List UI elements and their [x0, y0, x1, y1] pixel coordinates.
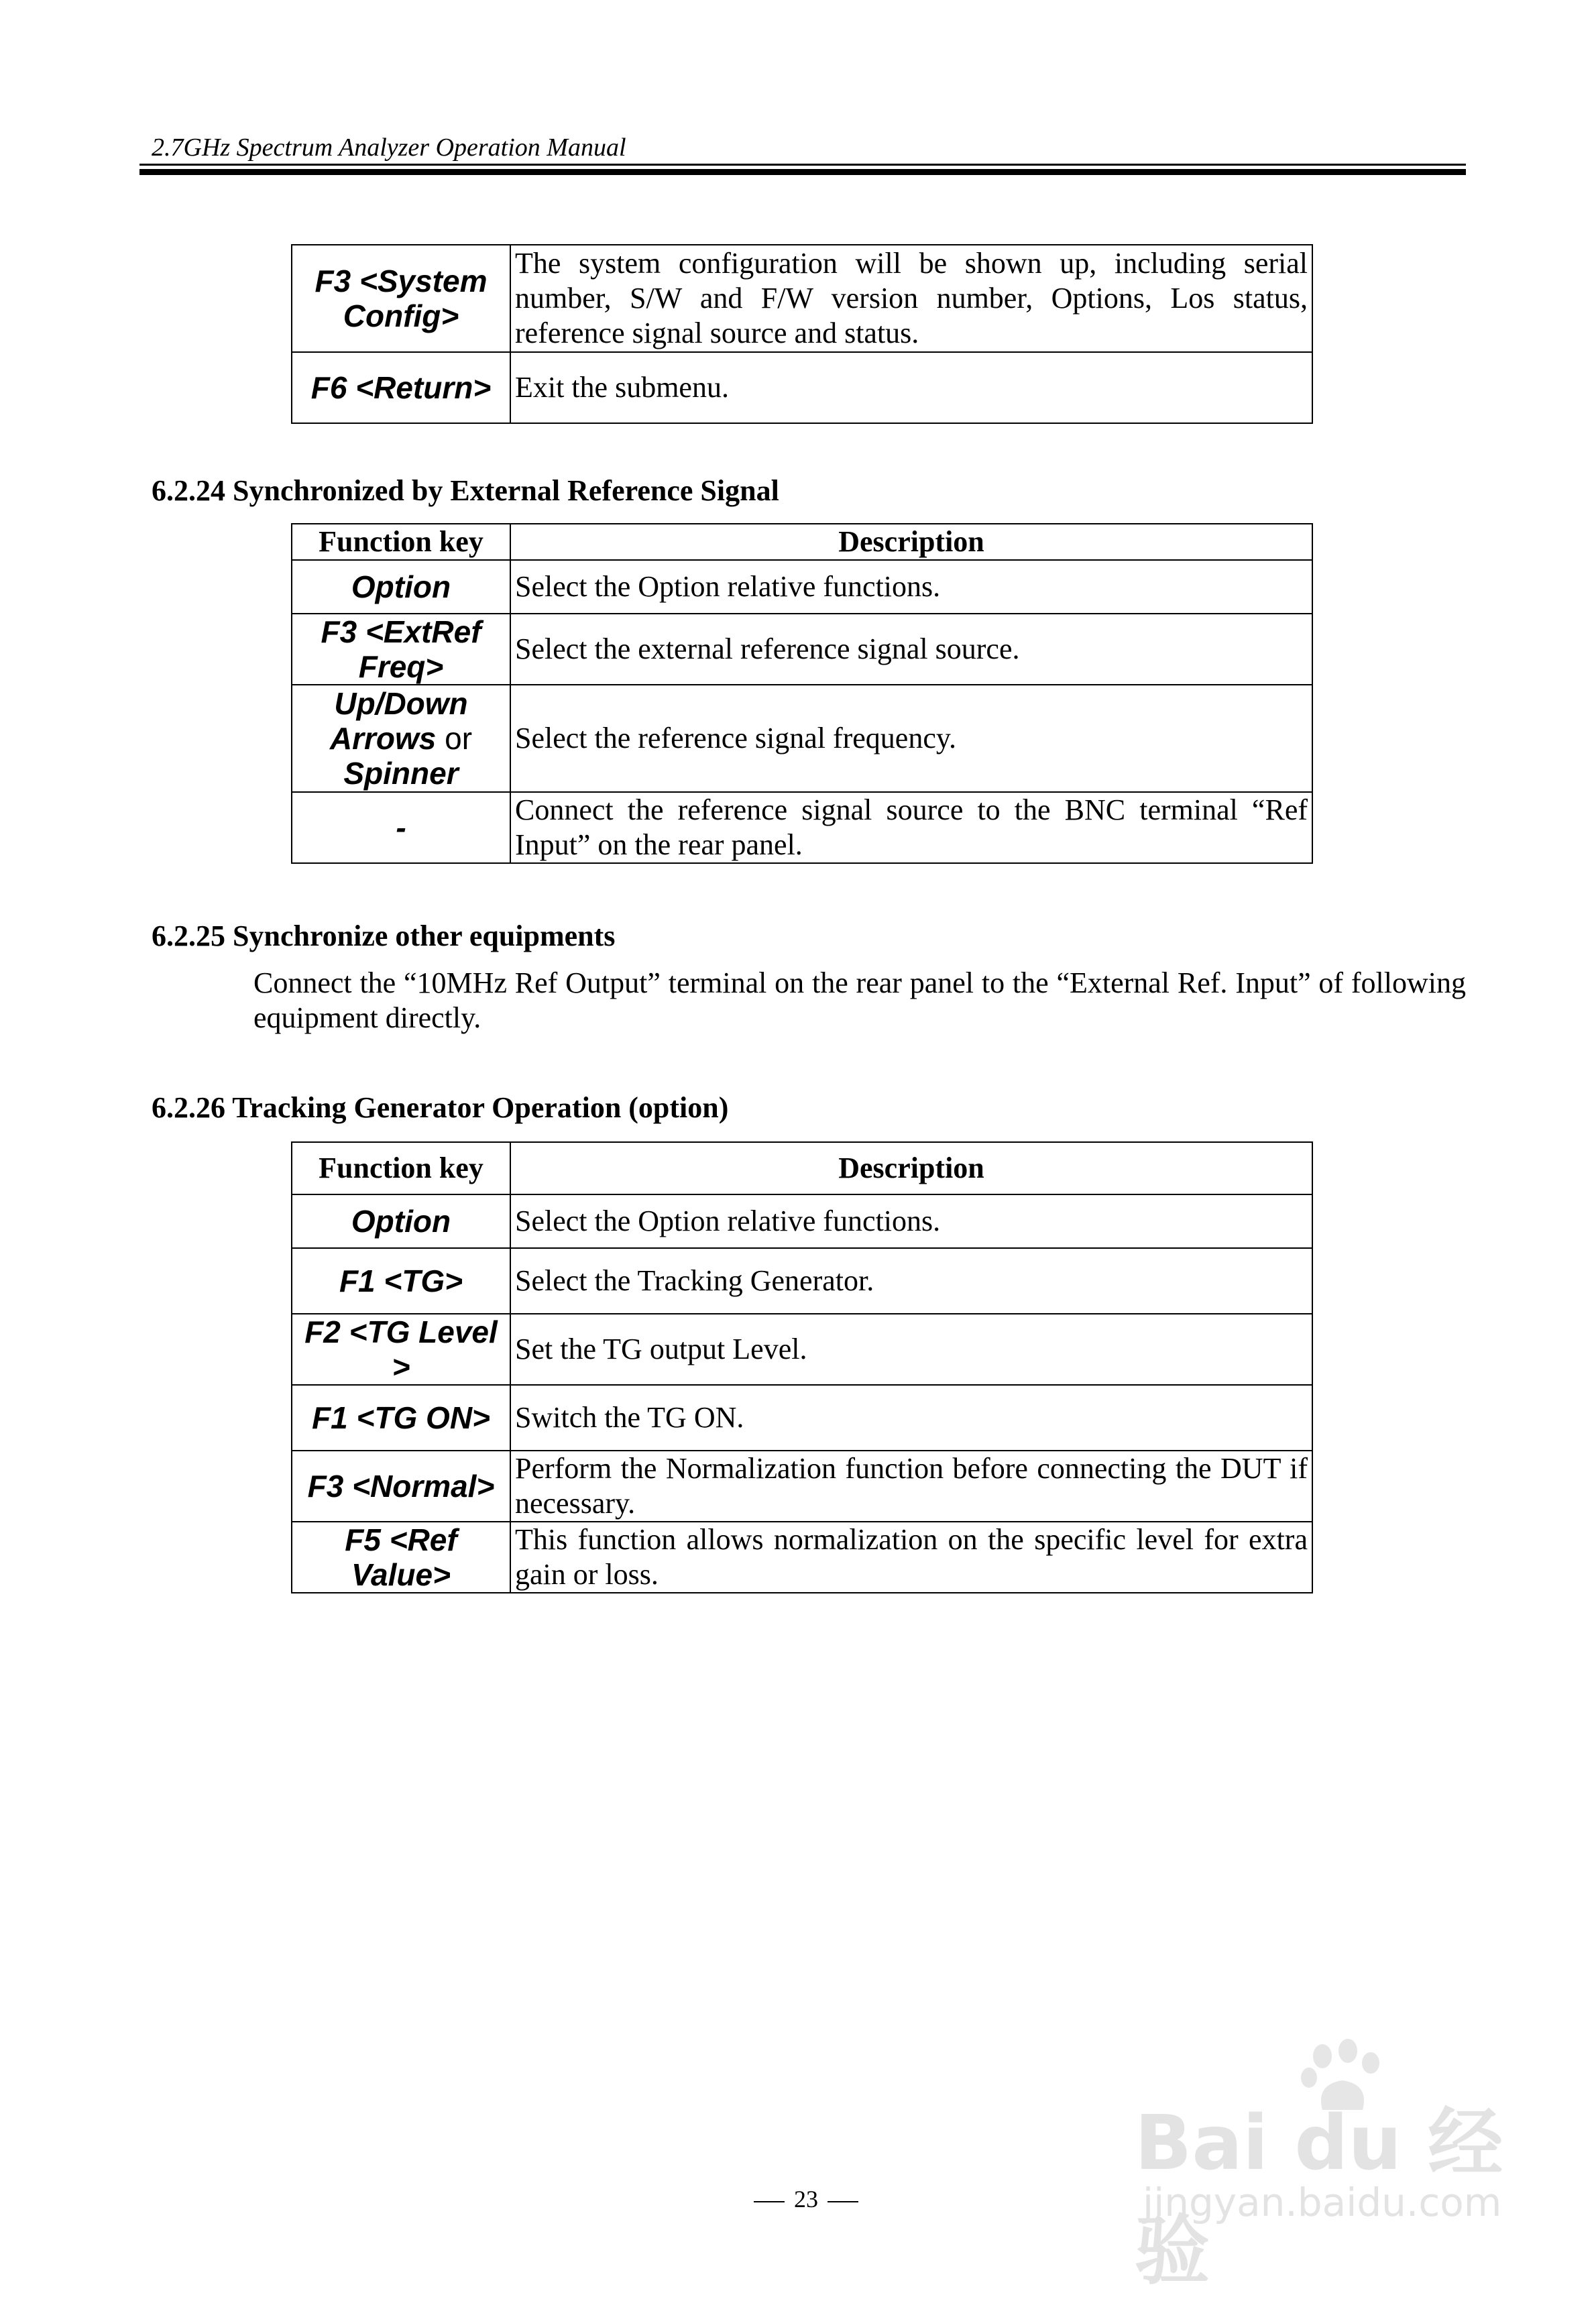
page-number-dash-left [754, 2201, 785, 2202]
table-row [292, 560, 1312, 614]
key-up-down-arrows: Up/Down Arrows [329, 686, 468, 756]
continuation-table [291, 244, 1313, 424]
description-cell: Select the Tracking Generator. [510, 1248, 1312, 1314]
page-number-text: 23 [794, 2186, 818, 2212]
table-header-row [292, 1142, 1312, 1194]
page-number-dash-right [828, 2201, 858, 2202]
table-row [292, 614, 1312, 685]
table-row [292, 1248, 1312, 1314]
function-key-cell: F3 <System Config> [292, 245, 510, 352]
section-heading-6-2-25: 6.2.25 Synchronize other equipments [152, 919, 616, 952]
table-row [292, 352, 1312, 423]
column-header-description: Description [510, 524, 1312, 560]
table-row [292, 1194, 1312, 1248]
function-key-cell: F3 <Normal> [292, 1451, 510, 1522]
function-key-cell: Option [292, 560, 510, 614]
table-header-row [292, 524, 1312, 560]
description-cell: Set the TG output Level. [510, 1314, 1312, 1385]
ext-ref-table [291, 523, 1313, 864]
section-paragraph: Connect the “10MHz Ref Output” terminal on the rear panel to the “External Ref. Input” of following equipment directly. [253, 966, 1466, 1034]
table-row [292, 1522, 1312, 1593]
function-key-cell: - [292, 792, 510, 863]
function-key-cell: F5 <Ref Value> [292, 1522, 510, 1593]
section-heading-6-2-26: 6.2.26 Tracking Generator Operation (option) [152, 1091, 729, 1124]
key-spinner: Spinner [343, 756, 459, 791]
description-cell: This function allows normalization on the specific level for extra gain or loss. [510, 1522, 1312, 1593]
column-header-function-key: Function key [292, 524, 510, 560]
running-header: 2.7GHz Spectrum Analyzer Operation Manual [152, 133, 626, 162]
watermark-url: jingyan.baidu.com [1143, 2180, 1502, 2225]
function-key-cell: F6 <Return> [292, 352, 510, 423]
description-cell: Switch the TG ON. [510, 1385, 1312, 1451]
description-cell: Perform the Normalization function before connecting the DUT if necessary. [510, 1451, 1312, 1522]
function-key-cell: Option [292, 1194, 510, 1248]
description-cell: Select the Option relative functions. [510, 1194, 1312, 1248]
description-cell: Select the external reference signal source. [510, 614, 1312, 685]
description-cell: Exit the submenu. [510, 352, 1312, 423]
description-cell: Connect the reference signal source to the BNC terminal “Ref Input” on the rear panel. [510, 792, 1312, 863]
header-rule-thin [139, 164, 1466, 166]
table-row [292, 1314, 1312, 1385]
header-rule-thick [139, 169, 1466, 175]
tracking-generator-table [291, 1141, 1313, 1593]
watermark-brand: Bai du 经验 [1135, 2100, 1503, 2295]
baidu-jingyan-watermark [1135, 2036, 1510, 2295]
description-cell: Select the reference signal frequency. [510, 685, 1312, 792]
page-number [744, 2185, 868, 2213]
function-key-cell: F2 <TG Level > [292, 1314, 510, 1385]
function-key-cell: F1 <TG> [292, 1248, 510, 1314]
table-row [292, 792, 1312, 863]
description-cell: The system configuration will be shown up, including serial number, S/W and F/W version number, Options, Los status, reference signal source and status. [510, 245, 1312, 352]
table-row [292, 245, 1312, 352]
table-row [292, 1385, 1312, 1451]
key-or-text: or [445, 721, 473, 756]
function-key-cell [292, 685, 510, 792]
table-row [292, 685, 1312, 792]
function-key-cell: F1 <TG ON> [292, 1385, 510, 1451]
function-key-cell: F3 <ExtRef Freq> [292, 614, 510, 685]
description-cell: Select the Option relative functions. [510, 560, 1312, 614]
column-header-description: Description [510, 1142, 1312, 1194]
table-row [292, 1451, 1312, 1522]
column-header-function-key: Function key [292, 1142, 510, 1194]
section-heading-6-2-24: 6.2.24 Synchronized by External Reference Signal [152, 474, 779, 507]
